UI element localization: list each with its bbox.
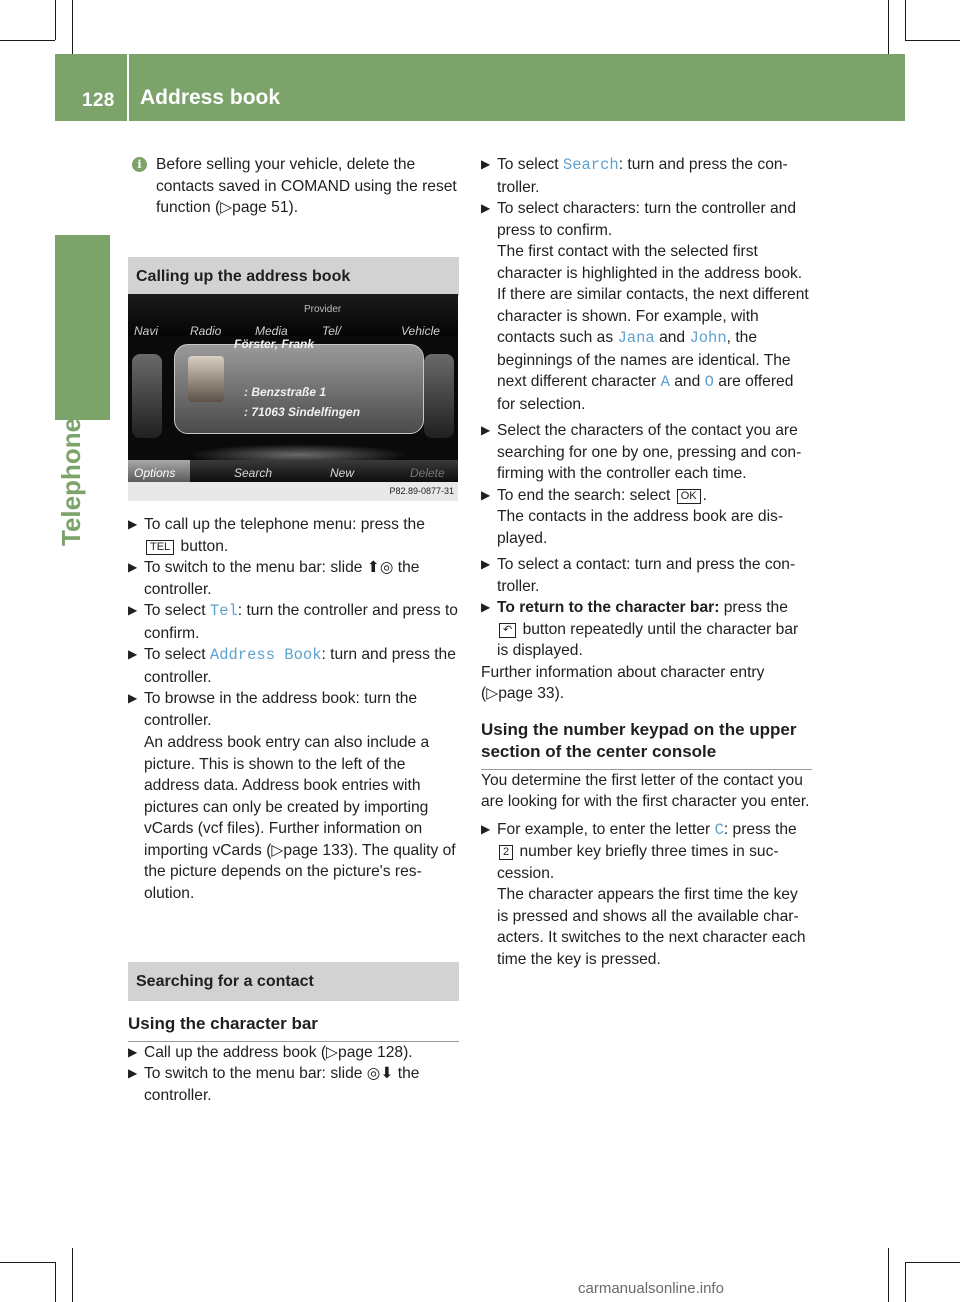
- screen-menu-radio: Radio: [190, 324, 222, 338]
- crop-mark: [905, 40, 960, 41]
- step: [481, 554, 812, 597]
- arrow-icon: ▶: [481, 487, 491, 502]
- step: [128, 557, 459, 600]
- display-text-address-book: Address Book: [209, 646, 322, 664]
- display-text-a: A: [660, 373, 670, 391]
- step: [128, 688, 459, 731]
- step-text: : press the: [723, 820, 797, 838]
- info-note: [128, 154, 459, 219]
- step: [481, 819, 812, 885]
- crop-mark: [905, 1262, 960, 1263]
- screen-contact-name: Förster, Frank: [234, 337, 315, 351]
- paragraph-text: are offered for selection.: [497, 373, 794, 413]
- screen-provider: Provider: [304, 304, 342, 315]
- arrow-icon: ▶: [128, 647, 138, 661]
- subsection-heading: Using the number keypad on the upper section of the center console: [481, 719, 812, 770]
- screen-menu-tel: Tel/: [322, 324, 341, 338]
- step-text: Call up the address book (: [144, 1043, 327, 1061]
- step-bold-text: To return to the character bar:: [497, 599, 720, 616]
- section-searching: [128, 962, 459, 1106]
- number-key-2-icon: 2: [499, 845, 513, 860]
- step-text: number key briefly three times in suc- cession.: [497, 843, 779, 882]
- controller-slide-up-icon: ⬆◎: [366, 559, 394, 576]
- step: [128, 644, 459, 688]
- step-text: : turn the controller and press to confirm.: [144, 602, 458, 642]
- step: [481, 420, 812, 485]
- step: [128, 600, 459, 644]
- step-text: : turn and press the controller.: [144, 646, 456, 686]
- back-key-icon: ↶: [499, 623, 516, 638]
- left-column: [128, 154, 459, 219]
- step: [128, 1042, 459, 1064]
- step-text: To select: [144, 602, 206, 619]
- watermark: carmanualsonline.info: [578, 1280, 724, 1297]
- arrow-icon: ▶: [481, 600, 491, 614]
- further-info: [481, 662, 812, 705]
- crop-mark: [55, 1262, 56, 1302]
- step-paragraph: [481, 884, 812, 970]
- step-text: : turn and press the con- troller.: [497, 156, 788, 196]
- side-tab: [55, 235, 110, 420]
- crop-mark: [55, 0, 56, 40]
- crop-mark: [888, 1248, 889, 1302]
- display-text-search: Search: [562, 156, 619, 174]
- arrow-icon: ▶: [481, 821, 491, 836]
- arrow-icon: ▶: [481, 201, 491, 215]
- paragraph-text: and: [674, 373, 701, 390]
- paragraph-text: An address book entry can also include a picture. This is shown to the left of the address data. Address book entries with pictures can only be created by importing vCards (vcf files). Further information on importing vCards (: [144, 734, 430, 859]
- step: [481, 485, 812, 507]
- section-calling: [128, 257, 459, 296]
- page-ref-icon: ▷: [326, 1043, 339, 1061]
- paragraph-text: The contacts in the address book are dis- played.: [497, 508, 784, 547]
- step-text: the controller.: [144, 1065, 420, 1104]
- page-ref-icon: ▷: [271, 841, 284, 859]
- paragraph: You determine the first letter of the contact you are looking for with the first character you enter.: [481, 771, 810, 810]
- crop-mark: [72, 1248, 73, 1302]
- paragraph-text: Further information about character entry (: [481, 663, 765, 702]
- screen-btn-new: New: [330, 466, 355, 480]
- page-ref-icon: ▷: [220, 199, 233, 216]
- step-text: To select: [497, 156, 559, 173]
- screen-menu-navi: Navi: [134, 324, 159, 338]
- contact-photo: [188, 356, 224, 402]
- screenshot-caption: [128, 482, 458, 501]
- step-text: For example, to enter the letter: [497, 820, 711, 838]
- step-paragraph: [481, 506, 812, 549]
- paragraph-text: The character appears the first time the key is pressed and shows all the available char- acters. It switches to the next character each time the key is pressed.: [497, 886, 806, 968]
- crop-mark: [0, 40, 55, 41]
- step-text: button.: [180, 537, 229, 555]
- step-paragraph: [128, 732, 459, 904]
- arrow-icon: ▶: [481, 557, 491, 571]
- step: [481, 198, 812, 241]
- arrow-icon: ▶: [128, 691, 138, 705]
- crop-mark: [0, 1262, 55, 1263]
- info-icon: i: [132, 157, 147, 172]
- arrow-icon: ▶: [128, 603, 138, 617]
- crop-mark: [905, 1262, 906, 1302]
- display-text-tel: Tel: [209, 602, 238, 620]
- step-paragraph: [481, 241, 812, 415]
- paragraph-text: and: [659, 329, 686, 346]
- screen-side-card-right: [424, 354, 454, 438]
- page-ref: page 33).: [498, 685, 565, 702]
- paragraph-text: , the beginnings of the names are identical. The next different character: [497, 329, 791, 390]
- steps-calling: [128, 514, 459, 904]
- screen-btn-search: Search: [234, 466, 273, 480]
- step-text: To end the search: select: [497, 486, 671, 504]
- step-text: To switch to the menu bar: slide: [144, 1065, 363, 1082]
- arrow-icon: ▶: [128, 1044, 138, 1059]
- arrow-icon: ▶: [128, 517, 138, 531]
- screen-btn-delete: Delete: [410, 466, 445, 480]
- right-column: [481, 154, 812, 970]
- section-heading: Searching for a contact: [128, 962, 459, 1001]
- step: [481, 597, 812, 662]
- step-text: To browse in the address book: turn the controller.: [144, 690, 418, 729]
- screen-menu-media: Media: [255, 324, 288, 338]
- step-text: To select a contact: turn and press the con- troller.: [497, 556, 796, 595]
- subsection-heading: Using the character bar: [128, 1013, 459, 1042]
- info-text: Before selling your vehicle, delete the contacts saved in COMAND using the reset function (: [156, 156, 457, 216]
- step: [128, 514, 459, 557]
- arrow-icon: ▶: [128, 560, 138, 574]
- chapter-title: Address book: [140, 86, 281, 109]
- step-text: the controller.: [144, 559, 420, 598]
- display-text-jana: Jana: [617, 329, 655, 347]
- display-text-c: C: [714, 820, 724, 839]
- step-text: To switch to the menu bar: slide: [144, 559, 363, 576]
- step-text: press the: [723, 599, 788, 616]
- crop-mark: [888, 0, 889, 54]
- arrow-icon: ▶: [128, 1066, 138, 1080]
- page-number: 128: [82, 90, 115, 111]
- controller-slide-down-icon: ◎⬇: [366, 1065, 394, 1082]
- screen-menu-vehicle: Vehicle: [401, 324, 440, 338]
- step-text: Select the characters of the contact you are searching for one by one, pressing and con- firming with the controller each time.: [497, 422, 802, 482]
- page-ref-icon: ▷: [486, 685, 499, 702]
- step-text: To select: [144, 646, 206, 663]
- screen-contact-city: : 71063 Sindelfingen: [244, 405, 361, 419]
- step: [481, 154, 812, 198]
- step: [128, 1063, 459, 1106]
- comand-screenshot: [128, 294, 458, 501]
- ok-key-icon: OK: [677, 489, 701, 504]
- crop-mark: [72, 0, 73, 54]
- page-ref: page 133). The quality of the picture depends on the picture's res- olution.: [144, 841, 456, 902]
- step-text: To call up the telephone menu: press the: [144, 516, 425, 533]
- step-text: button repeatedly until the character bar is displayed.: [497, 620, 799, 659]
- display-text-o: O: [704, 373, 714, 391]
- header-separator: [127, 54, 129, 121]
- page-ref: page 128).: [338, 1043, 413, 1061]
- screenshot-caption-text: P82.89-0877-31: [389, 486, 454, 496]
- screen-btn-options: Options: [134, 466, 176, 480]
- arrow-icon: ▶: [481, 423, 491, 437]
- screen-side-card-left: [132, 354, 162, 438]
- screen-contact-street: : Benzstraße 1: [244, 385, 327, 399]
- step-text: .: [702, 486, 707, 504]
- paragraph-text: The first contact with the selected first character is highlighted in the address book. If there are similar contacts, the next different character is shown. For example, with contacts such as: [497, 243, 809, 346]
- section-heading: Calling up the address book: [128, 257, 459, 296]
- info-page-ref: page 51).: [232, 199, 299, 216]
- arrow-icon: ▶: [481, 157, 491, 171]
- side-section-label: Telephone: [56, 417, 86, 546]
- display-text-john: John: [689, 329, 727, 347]
- tel-key-icon: TEL: [146, 540, 174, 555]
- crop-mark: [905, 0, 906, 40]
- step-text: To select characters: turn the controller and press to confirm.: [497, 200, 797, 239]
